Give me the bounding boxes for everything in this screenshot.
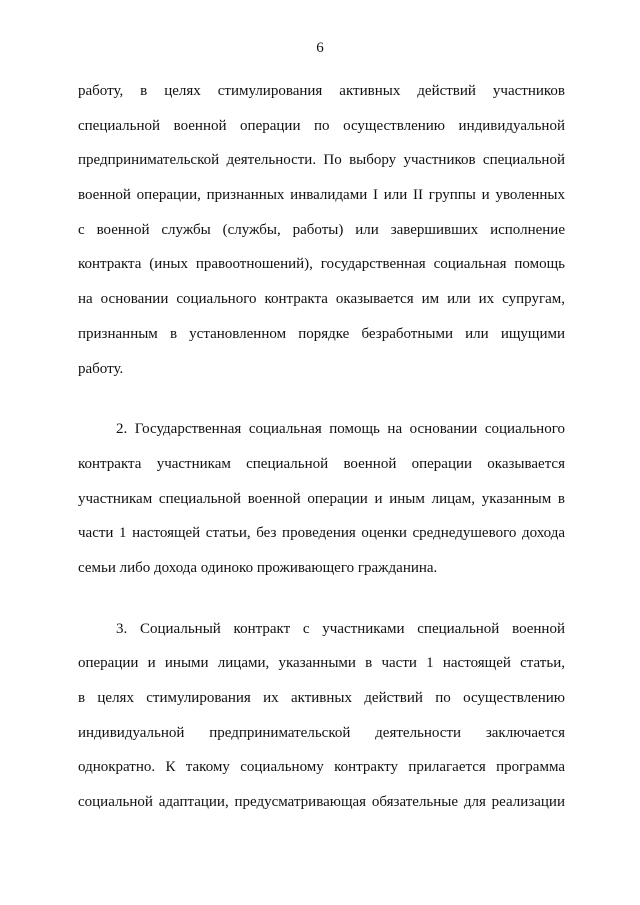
text-line: контракта участникам специальной военной операции оказывается xyxy=(78,455,565,472)
paragraph-spacer xyxy=(78,590,565,616)
text-line: 3. Социальный контракт с участниками специальной военной xyxy=(116,620,565,637)
text-line: в целях стимулирования их активных действий по осуществлению xyxy=(78,690,565,706)
text-line: контракта (иных правоотношений), государственная социальная помощь xyxy=(78,256,565,273)
text-line: однократно. К такому социальному контракту прилагается программа xyxy=(78,759,565,776)
text-line: признанным в установленном порядке безработными или ищущими xyxy=(78,325,565,342)
page-number: 6 xyxy=(316,40,324,56)
paragraph-1 xyxy=(78,78,565,390)
text-line: военной операции, признанных инвалидами I или II группы и уволенных xyxy=(78,187,565,204)
text-line: операции и иными лицами, указанными в части 1 настоящей статьи, xyxy=(78,655,565,672)
text-line: части 1 настоящей статьи, без проведения оценки среднедушевого дохода xyxy=(78,525,565,542)
text-line: индивидуальной предпринимательской деятельности заключается xyxy=(78,724,565,741)
text-line: на основании социального контракта оказывается им или их супругам, xyxy=(78,291,565,308)
text-line: с военной службы (службы, работы) или завершивших исполнение xyxy=(78,221,565,238)
text-line: работу, в целях стимулирования активных действий участников xyxy=(78,83,565,99)
text-line: специальной военной операции по осуществлению индивидуальной xyxy=(78,117,565,134)
text-line: участникам специальной военной операции и иным лицам, указанным в xyxy=(78,490,565,507)
document-body xyxy=(78,78,565,824)
text-line: работу. xyxy=(78,360,124,377)
paragraph-3 xyxy=(78,616,565,824)
paragraph-2 xyxy=(78,416,565,589)
text-line: 2. Государственная социальная помощь на основании социального xyxy=(116,421,565,438)
text-line: семьи либо дохода одиноко проживающего гражданина. xyxy=(78,559,438,576)
text-line: предпринимательской деятельности. По выбору участников специальной xyxy=(78,152,565,169)
paragraph-spacer xyxy=(78,390,565,416)
text-line: социальной адаптации, предусматривающая обязательные для реализации xyxy=(78,794,565,811)
